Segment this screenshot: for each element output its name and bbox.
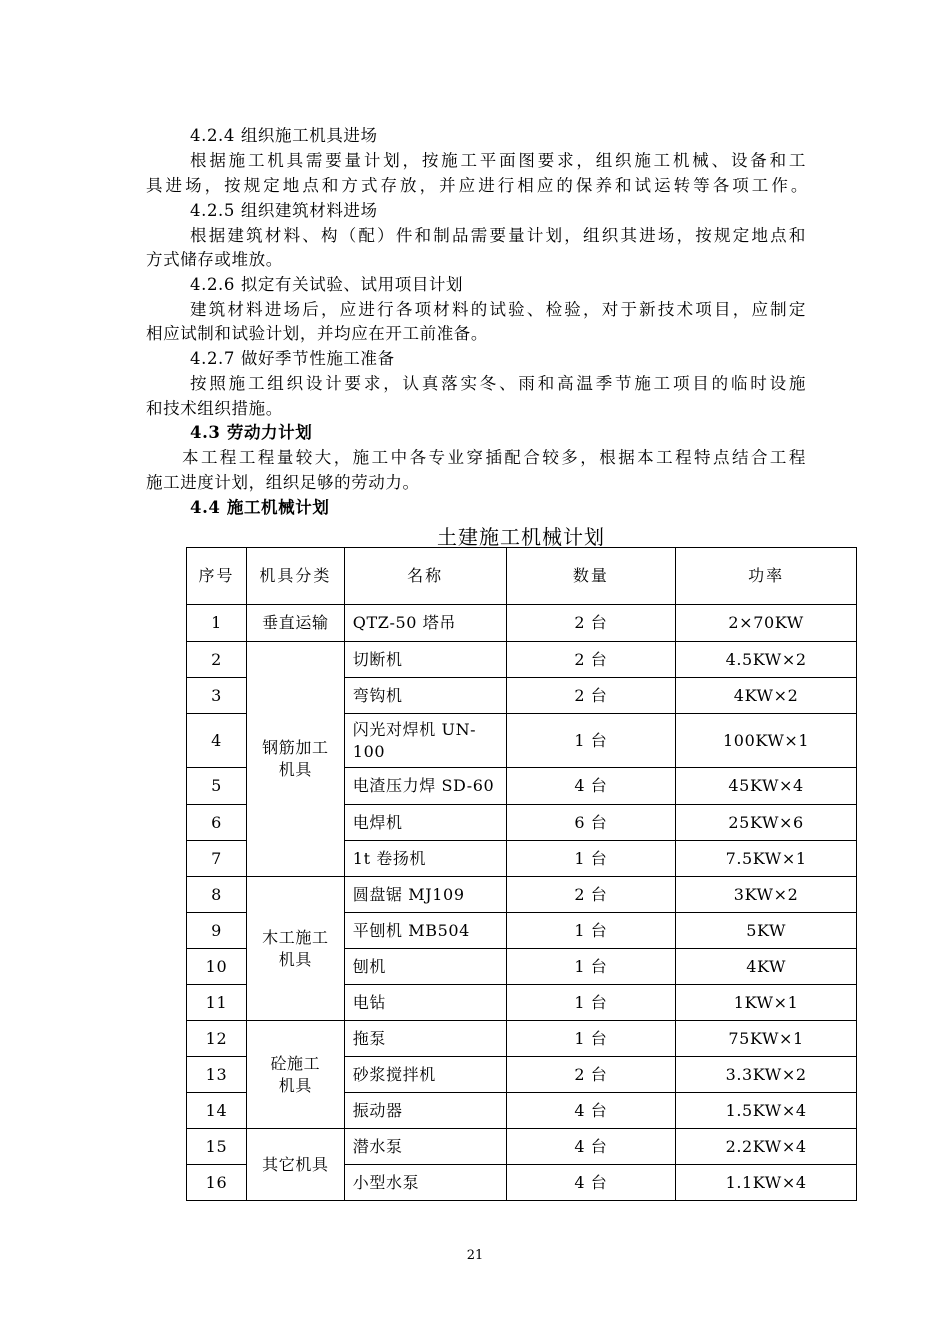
row-name: 平刨机 MB504 xyxy=(344,913,506,949)
row-power: 3KW×2 xyxy=(676,877,857,913)
category-vertical-transport: 垂直运输 xyxy=(246,605,344,642)
table-row xyxy=(187,877,857,913)
row-qty: 6 台 xyxy=(506,805,676,841)
row-name: 切断机 xyxy=(344,642,506,678)
row-no: 1 xyxy=(187,605,247,642)
paragraph-4-2-7-line2: 和技术组织措施。 xyxy=(146,399,283,418)
header-quantity: 数量 xyxy=(506,548,676,605)
row-name: 1t 卷扬机 xyxy=(344,841,506,877)
paragraph-4-2-6-line2: 相应试制和试验计划，并均应在开工前准备。 xyxy=(146,324,488,343)
row-no: 16 xyxy=(187,1165,247,1201)
row-power: 4.5KW×2 xyxy=(676,642,857,678)
paragraph-4-2-5-line1: 根据建筑材料、构（配）件和制品需要量计划，组织其进场，按规定地点和 xyxy=(190,226,806,245)
row-qty: 2 台 xyxy=(506,877,676,913)
header-power: 功率 xyxy=(676,548,857,605)
heading-4-2-5: 4.2.5 组织建筑材料进场 xyxy=(190,201,378,220)
paragraph-4-2-7-line1: 按照施工组织设计要求，认真落实冬、雨和高温季节施工项目的临时设施 xyxy=(190,374,806,393)
row-qty: 2 台 xyxy=(506,678,676,714)
heading-4-4: 4.4 施工机械计划 xyxy=(190,498,330,517)
row-power: 3.3KW×2 xyxy=(676,1057,857,1093)
heading-4-3: 4.3 劳动力计划 xyxy=(190,423,313,442)
row-power: 1.1KW×4 xyxy=(676,1165,857,1201)
row-qty: 4 台 xyxy=(506,1093,676,1129)
row-power: 100KW×1 xyxy=(676,714,857,768)
paragraph-4-2-4-line2: 具进场，按规定地点和方式存放，并应进行相应的保养和试运转等各项工作。 xyxy=(146,176,808,195)
equipment-table xyxy=(186,547,857,1201)
row-qty: 4 台 xyxy=(506,1165,676,1201)
row-qty: 1 台 xyxy=(506,841,676,877)
row-qty: 2 台 xyxy=(506,1057,676,1093)
table-row xyxy=(187,605,857,642)
row-name: 潜水泵 xyxy=(344,1129,506,1165)
paragraph-4-2-6-line1: 建筑材料进场后，应进行各项材料的试验、检验，对于新技术项目，应制定 xyxy=(190,300,806,319)
row-qty: 1 台 xyxy=(506,913,676,949)
page-number: 21 xyxy=(466,1248,484,1263)
row-power: 1.5KW×4 xyxy=(676,1093,857,1129)
row-name: 圆盘锯 MJ109 xyxy=(344,877,506,913)
row-no: 9 xyxy=(187,913,247,949)
table-title: 土建施工机械计划 xyxy=(437,525,605,549)
row-name: QTZ-50 塔吊 xyxy=(344,605,506,642)
row-power: 45KW×4 xyxy=(676,768,857,805)
row-name: 振动器 xyxy=(344,1093,506,1129)
row-no: 4 xyxy=(187,714,247,768)
paragraph-4-3-line1: 本工程工程量较大，施工中各专业穿插配合较多，根据本工程特点结合工程 xyxy=(182,448,806,467)
row-power: 2×70KW xyxy=(676,605,857,642)
row-no: 8 xyxy=(187,877,247,913)
heading-4-2-4: 4.2.4 组织施工机具进场 xyxy=(190,126,378,145)
row-qty: 2 台 xyxy=(506,642,676,678)
row-name: 拖泵 xyxy=(344,1021,506,1057)
row-power: 4KW xyxy=(676,949,857,985)
row-power: 5KW xyxy=(676,913,857,949)
paragraph-4-2-4-line1: 根据施工机具需要量计划，按施工平面图要求，组织施工机械、设备和工 xyxy=(190,151,806,170)
row-no: 12 xyxy=(187,1021,247,1057)
heading-4-2-7: 4.2.7 做好季节性施工准备 xyxy=(190,349,395,368)
row-name: 电焊机 xyxy=(344,805,506,841)
category-other-tools: 其它机具 xyxy=(246,1129,344,1201)
table-row xyxy=(187,1021,857,1057)
row-name: 小型水泵 xyxy=(344,1165,506,1201)
category-concrete-tools: 砼施工机具 xyxy=(246,1021,344,1129)
header-category: 机具分类 xyxy=(246,548,344,605)
row-name: 刨机 xyxy=(344,949,506,985)
table-row xyxy=(187,1129,857,1165)
row-name: 闪光对焊机 UN-100 xyxy=(344,714,506,768)
row-no: 10 xyxy=(187,949,247,985)
row-power: 4KW×2 xyxy=(676,678,857,714)
row-no: 15 xyxy=(187,1129,247,1165)
row-qty: 4 台 xyxy=(506,1129,676,1165)
row-name: 砂浆搅拌机 xyxy=(344,1057,506,1093)
row-power: 7.5KW×1 xyxy=(676,841,857,877)
row-qty: 1 台 xyxy=(506,1021,676,1057)
category-rebar-tools: 钢筋加工机具 xyxy=(246,642,344,877)
table-row xyxy=(187,642,857,678)
row-no: 14 xyxy=(187,1093,247,1129)
table-header-row xyxy=(187,548,857,605)
row-power: 2.2KW×4 xyxy=(676,1129,857,1165)
row-power: 25KW×6 xyxy=(676,805,857,841)
row-qty: 1 台 xyxy=(506,714,676,768)
row-power: 75KW×1 xyxy=(676,1021,857,1057)
row-qty: 1 台 xyxy=(506,985,676,1021)
row-power: 1KW×1 xyxy=(676,985,857,1021)
row-no: 11 xyxy=(187,985,247,1021)
row-qty: 1 台 xyxy=(506,949,676,985)
row-no: 2 xyxy=(187,642,247,678)
heading-4-2-6: 4.2.6 拟定有关试验、试用项目计划 xyxy=(190,275,464,294)
paragraph-4-3-line2: 施工进度计划，组织足够的劳动力。 xyxy=(146,473,420,492)
paragraph-4-2-5-line2: 方式储存或堆放。 xyxy=(146,250,283,269)
category-carpentry-tools: 木工施工机具 xyxy=(246,877,344,1021)
row-qty: 4 台 xyxy=(506,768,676,805)
header-no: 序号 xyxy=(187,548,247,605)
row-no: 3 xyxy=(187,678,247,714)
row-name: 弯钩机 xyxy=(344,678,506,714)
row-no: 6 xyxy=(187,805,247,841)
row-no: 7 xyxy=(187,841,247,877)
row-qty: 2 台 xyxy=(506,605,676,642)
row-name: 电钻 xyxy=(344,985,506,1021)
row-no: 13 xyxy=(187,1057,247,1093)
row-no: 5 xyxy=(187,768,247,805)
header-name: 名称 xyxy=(344,548,506,605)
row-name: 电渣压力焊 SD-60 xyxy=(344,768,506,805)
